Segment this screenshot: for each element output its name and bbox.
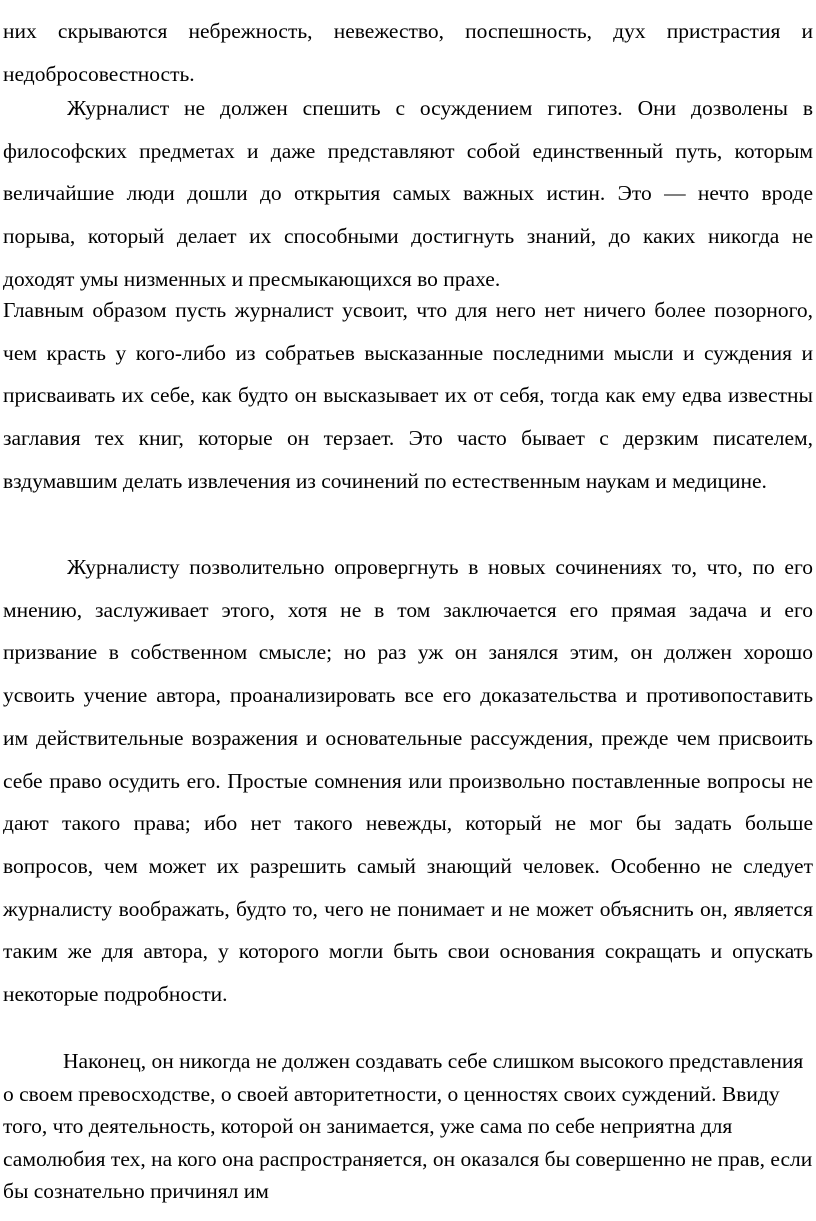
- paragraph-modesty: Наконец, он никогда не должен создавать себе слишком высокого представления о своем превосходстве, о своей авторитетности, о ценностях своих суждений. Ввиду того, что деятельность, которой он занимается, уже сама по себе неприятна для самолюбия тех, на кого она распространяется, он оказался бы совершенно не прав, если бы сознательно причинял им: [3, 1049, 813, 1203]
- paragraph-hypotheses: Журналист не должен спешить с осуждением гипотез. Они дозволены в философских предметах и даже представляют собой единственный путь, которым величайшие люди дошли до открытия самых важных истин. Это — нечто вроде порыва, который делает их способными достигнуть знаний, до каких никогда не доходят умы низменных и пресмыкающихся во прахе.: [3, 96, 813, 291]
- paragraph-plagiarism: Главным образом пусть журналист усвоит, что для него нет ничего более позорного, чем красть у кого-либо из собратьев высказанные последними мысли и суждения и присваивать их себе, как будто он высказывает их от себя, тогда как ему едва известны заглавия тех книг, которые он терзает. Это часто бывает с дерзким писателем, вздумавшим делать извлечения из сочинений по естественным наукам и медицине.: [3, 298, 813, 493]
- paragraph-refutation: Журналисту позволительно опровергнуть в новых сочинениях то, что, по его мнению, заслуживает этого, хотя не в том заключается его прямая задача и его призвание в собственном смысле; но раз уж он занялся этим, он должен хорошо усвоить учение автора, проанализировать все его доказательства и противопоставить им действительные возражения и основательные рассуждения, прежде чем присвоить себе право осудить его. Простые сомнения или произвольно поставленные вопросы не дают такого права; ибо нет такого невежды, который не мог бы задать больше вопросов, чем может их разрешить самый знающий человек. Особенно не следует журналисту воображать, будто то, чего не понимает и не может объяснить он, является таким же для автора, у которого могли быть свои основания сокращать и опускать некоторые подробности.: [3, 555, 813, 1007]
- paragraph-continuation: них скрываются небрежность, невежество, поспешность, дух пристрастия и недобросовестность.: [3, 19, 813, 86]
